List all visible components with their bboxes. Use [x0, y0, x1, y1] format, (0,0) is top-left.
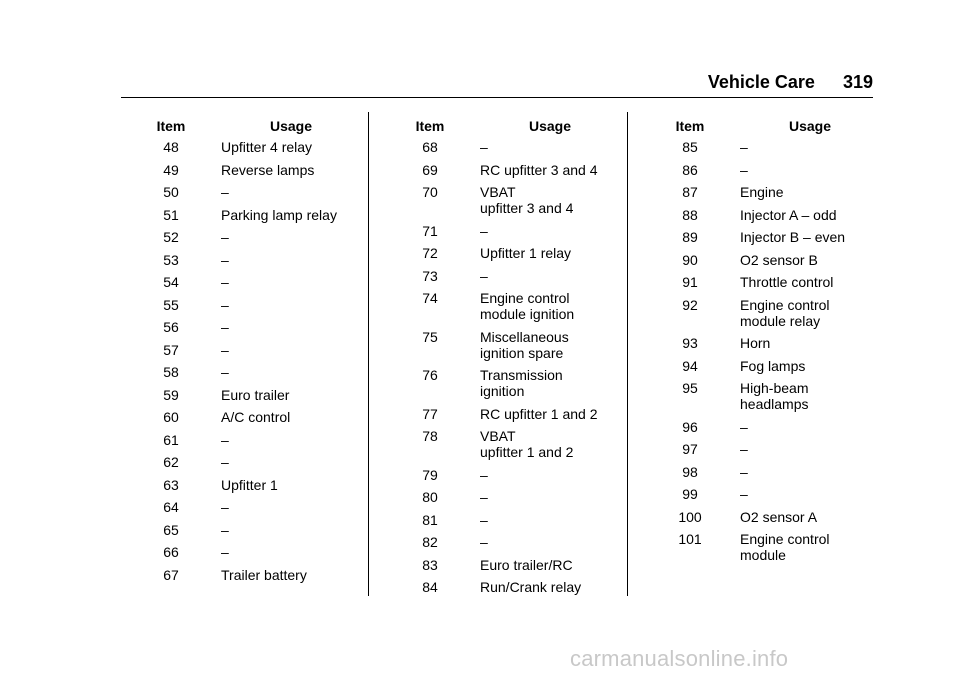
header-usage: Usage — [788, 118, 832, 134]
usage-text: ignition — [480, 383, 525, 399]
item-number: 93 — [682, 335, 698, 351]
item-number: 101 — [678, 531, 702, 547]
usage-text: – — [221, 229, 229, 245]
usage-cell — [221, 432, 361, 448]
header-usage: Usage — [528, 118, 572, 134]
item-number: 77 — [422, 405, 438, 422]
item-number: 95 — [682, 380, 698, 396]
table-row — [121, 522, 361, 538]
usage-text: – — [221, 364, 229, 380]
usage-text: RC upfitter 1 and 2 — [480, 405, 598, 422]
usage-cell — [480, 184, 620, 216]
table-row — [121, 274, 361, 290]
table-row — [380, 139, 620, 155]
table-row — [121, 342, 361, 358]
item-number: 61 — [163, 431, 179, 448]
item-number: 88 — [682, 206, 698, 223]
table-row — [380, 367, 620, 399]
item-number: 62 — [163, 454, 179, 470]
usage-text: – — [740, 463, 748, 480]
usage-cell — [480, 512, 620, 528]
item-number: 67 — [163, 566, 179, 583]
table-row — [640, 252, 880, 268]
usage-text: Upfitter 1 relay — [480, 245, 572, 261]
table-row — [121, 544, 361, 560]
usage-cell — [480, 223, 620, 239]
usage-cell — [480, 428, 620, 460]
usage-cell — [221, 139, 361, 155]
table-row — [640, 486, 880, 502]
usage-text: Injector B – even — [740, 229, 846, 245]
usage-cell — [480, 139, 620, 155]
item-number: 100 — [678, 508, 702, 525]
table-row — [121, 409, 361, 425]
usage-text: – — [221, 296, 229, 313]
usage-text: upfitter 1 and 2 — [480, 444, 574, 460]
table-row — [380, 512, 620, 528]
table-row — [640, 335, 880, 351]
usage-text: module — [740, 547, 786, 563]
usage-text: – — [221, 544, 229, 560]
usage-cell — [221, 274, 361, 290]
usage-cell — [740, 419, 880, 435]
usage-cell — [480, 290, 620, 322]
usage-cell — [740, 252, 880, 268]
usage-cell — [740, 229, 880, 245]
item-number: 99 — [682, 486, 698, 502]
usage-cell — [740, 509, 880, 525]
usage-text: – — [221, 341, 229, 358]
usage-cell — [221, 477, 361, 493]
item-number: 59 — [163, 386, 179, 403]
usage-text: – — [740, 486, 748, 502]
table-row — [121, 432, 361, 448]
item-number: 69 — [422, 161, 438, 178]
usage-text: – — [221, 454, 229, 470]
fuse-table-column-1 — [121, 117, 361, 589]
usage-cell — [480, 579, 620, 595]
usage-cell — [740, 335, 880, 351]
column-divider — [368, 112, 369, 596]
item-number: 82 — [422, 534, 438, 550]
usage-cell — [221, 454, 361, 470]
usage-text: – — [740, 441, 748, 457]
usage-text: – — [740, 418, 748, 435]
usage-text: Reverse lamps — [221, 161, 315, 178]
usage-text: – — [221, 319, 229, 335]
page-header — [0, 72, 873, 93]
usage-text: ignition spare — [480, 344, 564, 361]
usage-text: Throttle control — [740, 274, 834, 290]
item-number: 80 — [422, 489, 438, 505]
table-row — [380, 290, 620, 322]
usage-text: VBAT — [480, 184, 516, 200]
table-row — [640, 441, 880, 457]
usage-text: Euro trailer — [221, 386, 290, 403]
header-usage: Usage — [269, 118, 313, 134]
usage-cell — [480, 245, 620, 261]
usage-text: – — [480, 222, 488, 239]
usage-text: VBAT — [480, 428, 516, 444]
usage-text: – — [480, 466, 488, 483]
usage-cell — [221, 252, 361, 268]
usage-cell — [480, 406, 620, 422]
table-row — [640, 464, 880, 480]
item-number: 73 — [422, 267, 438, 284]
usage-text: Injector A – odd — [740, 206, 837, 223]
table-row — [121, 252, 361, 268]
item-number: 53 — [163, 251, 179, 268]
usage-text: Engine — [740, 184, 784, 200]
usage-text: Trailer battery — [221, 566, 307, 583]
usage-cell — [740, 274, 880, 290]
usage-text: Euro trailer/RC — [480, 556, 573, 573]
usage-cell — [480, 557, 620, 573]
usage-cell — [221, 207, 361, 223]
usage-text: – — [221, 521, 229, 538]
usage-cell — [221, 409, 361, 425]
item-number: 52 — [163, 229, 179, 245]
table-row — [380, 268, 620, 284]
table-row — [121, 319, 361, 335]
usage-text: Upfitter 1 — [221, 476, 278, 493]
table-row — [121, 139, 361, 155]
usage-text: Engine control — [740, 531, 830, 547]
usage-text: – — [221, 184, 229, 200]
table-row — [121, 387, 361, 403]
column-divider — [627, 112, 628, 596]
item-number: 98 — [682, 463, 698, 480]
table-row — [640, 162, 880, 178]
table-row — [640, 229, 880, 245]
table-row — [640, 419, 880, 435]
table-header — [121, 117, 361, 134]
usage-text: – — [221, 251, 229, 268]
table-row — [380, 406, 620, 422]
usage-cell — [221, 162, 361, 178]
table-row — [640, 184, 880, 200]
usage-cell — [740, 531, 880, 563]
item-number: 56 — [163, 319, 179, 335]
usage-cell — [740, 297, 880, 329]
usage-text: Engine control — [480, 290, 570, 306]
item-number: 72 — [422, 245, 438, 261]
table-row — [121, 184, 361, 200]
table-row — [380, 184, 620, 216]
item-number: 63 — [163, 476, 179, 493]
item-number: 66 — [163, 544, 179, 560]
item-number: 70 — [422, 184, 438, 200]
usage-cell — [221, 499, 361, 515]
table-row — [121, 297, 361, 313]
item-number: 58 — [163, 364, 179, 380]
usage-cell — [221, 567, 361, 583]
usage-text: Miscellaneous — [480, 328, 569, 345]
usage-text: Parking lamp relay — [221, 206, 337, 223]
table-row — [121, 207, 361, 223]
usage-text: Engine control — [740, 296, 830, 313]
usage-text: High-beam — [740, 380, 809, 396]
item-number: 86 — [682, 161, 698, 178]
table-row — [380, 245, 620, 261]
usage-text: – — [480, 511, 488, 528]
page-number: 319 — [842, 72, 873, 92]
usage-text: – — [480, 534, 488, 550]
item-number: 64 — [163, 499, 179, 515]
item-number: 54 — [163, 274, 179, 290]
usage-cell — [480, 329, 620, 361]
usage-text: module relay — [740, 312, 821, 329]
usage-cell — [221, 522, 361, 538]
fuse-table-column-2 — [380, 117, 620, 602]
header-rule — [121, 97, 873, 98]
table-row — [380, 428, 620, 460]
usage-cell — [740, 464, 880, 480]
table-row — [380, 223, 620, 239]
item-number: 75 — [422, 328, 438, 345]
usage-cell — [740, 162, 880, 178]
usage-text: – — [480, 139, 488, 155]
table-row — [121, 477, 361, 493]
usage-cell — [740, 380, 880, 412]
item-number: 83 — [422, 556, 438, 573]
table-header — [380, 117, 620, 134]
usage-cell — [221, 319, 361, 335]
table-row — [640, 531, 880, 563]
table-row — [121, 499, 361, 515]
item-number: 76 — [422, 367, 438, 383]
table-row — [380, 489, 620, 505]
fuse-table-column-3 — [640, 117, 880, 570]
item-number: 48 — [163, 139, 179, 155]
usage-text: headlamps — [740, 396, 809, 412]
usage-cell — [221, 544, 361, 560]
usage-text: – — [221, 499, 229, 515]
table-row — [640, 297, 880, 329]
item-number: 65 — [163, 521, 179, 538]
item-number: 79 — [422, 466, 438, 483]
usage-text: Transmission — [480, 367, 563, 383]
table-rows — [121, 139, 361, 583]
item-number: 60 — [163, 409, 179, 425]
usage-cell — [740, 184, 880, 200]
usage-cell — [221, 387, 361, 403]
usage-text: Fog lamps — [740, 357, 806, 374]
item-number: 74 — [422, 290, 438, 306]
item-number: 50 — [163, 184, 179, 200]
usage-text: A/C control — [221, 409, 291, 425]
section-title: Vehicle Care — [707, 72, 815, 92]
table-row — [380, 329, 620, 361]
item-number: 85 — [682, 139, 698, 155]
item-number: 81 — [422, 511, 438, 528]
usage-cell — [480, 162, 620, 178]
usage-text: module ignition — [480, 306, 575, 322]
table-row — [121, 162, 361, 178]
table-row — [380, 579, 620, 595]
header-item: Item — [156, 118, 186, 134]
usage-text: – — [740, 161, 748, 178]
usage-cell — [480, 268, 620, 284]
usage-cell — [221, 297, 361, 313]
usage-cell — [740, 139, 880, 155]
item-number: 49 — [163, 161, 179, 178]
usage-text: – — [480, 267, 488, 284]
table-row — [121, 229, 361, 245]
item-number: 68 — [422, 139, 438, 155]
item-number: 57 — [163, 341, 179, 358]
usage-cell — [480, 367, 620, 399]
usage-text: Upfitter 4 relay — [221, 139, 313, 155]
usage-text: – — [221, 274, 229, 290]
item-number: 71 — [422, 222, 438, 239]
usage-text: O2 sensor B — [740, 251, 818, 268]
table-row — [380, 162, 620, 178]
usage-text: RC upfitter 3 and 4 — [480, 161, 598, 178]
usage-cell — [740, 207, 880, 223]
usage-text: Horn — [740, 335, 771, 351]
item-number: 87 — [682, 184, 698, 200]
item-number: 78 — [422, 428, 438, 444]
watermark: carmanualsonline.info — [570, 646, 789, 671]
usage-cell — [740, 358, 880, 374]
table-row — [640, 358, 880, 374]
table-row — [640, 207, 880, 223]
usage-text: O2 sensor A — [740, 508, 818, 525]
item-number: 55 — [163, 296, 179, 313]
usage-cell — [221, 184, 361, 200]
usage-cell — [740, 441, 880, 457]
usage-text: upfitter 3 and 4 — [480, 200, 574, 216]
table-row — [380, 534, 620, 550]
table-rows — [640, 139, 880, 563]
item-number: 91 — [682, 274, 698, 290]
table-row — [640, 274, 880, 290]
usage-text: – — [480, 489, 488, 505]
item-number: 94 — [682, 357, 698, 374]
item-number: 96 — [682, 418, 698, 435]
usage-cell — [480, 467, 620, 483]
usage-cell — [221, 229, 361, 245]
item-number: 51 — [163, 206, 179, 223]
usage-cell — [480, 534, 620, 550]
usage-text: – — [740, 139, 748, 155]
usage-cell — [480, 489, 620, 505]
table-rows — [380, 139, 620, 595]
table-header — [640, 117, 880, 134]
table-row — [640, 139, 880, 155]
table-row — [380, 467, 620, 483]
item-number: 92 — [682, 296, 698, 313]
usage-cell — [221, 342, 361, 358]
table-row — [121, 567, 361, 583]
usage-text: – — [221, 431, 229, 448]
usage-cell — [740, 486, 880, 502]
header-item: Item — [415, 118, 445, 134]
table-row — [121, 364, 361, 380]
table-row — [380, 557, 620, 573]
table-row — [640, 509, 880, 525]
item-number: 97 — [682, 441, 698, 457]
item-number: 90 — [682, 251, 698, 268]
usage-text: Run/Crank relay — [480, 579, 582, 595]
header-item: Item — [675, 118, 705, 134]
table-row — [121, 454, 361, 470]
item-number: 89 — [682, 229, 698, 245]
usage-cell — [221, 364, 361, 380]
table-row — [640, 380, 880, 412]
item-number: 84 — [422, 579, 438, 595]
